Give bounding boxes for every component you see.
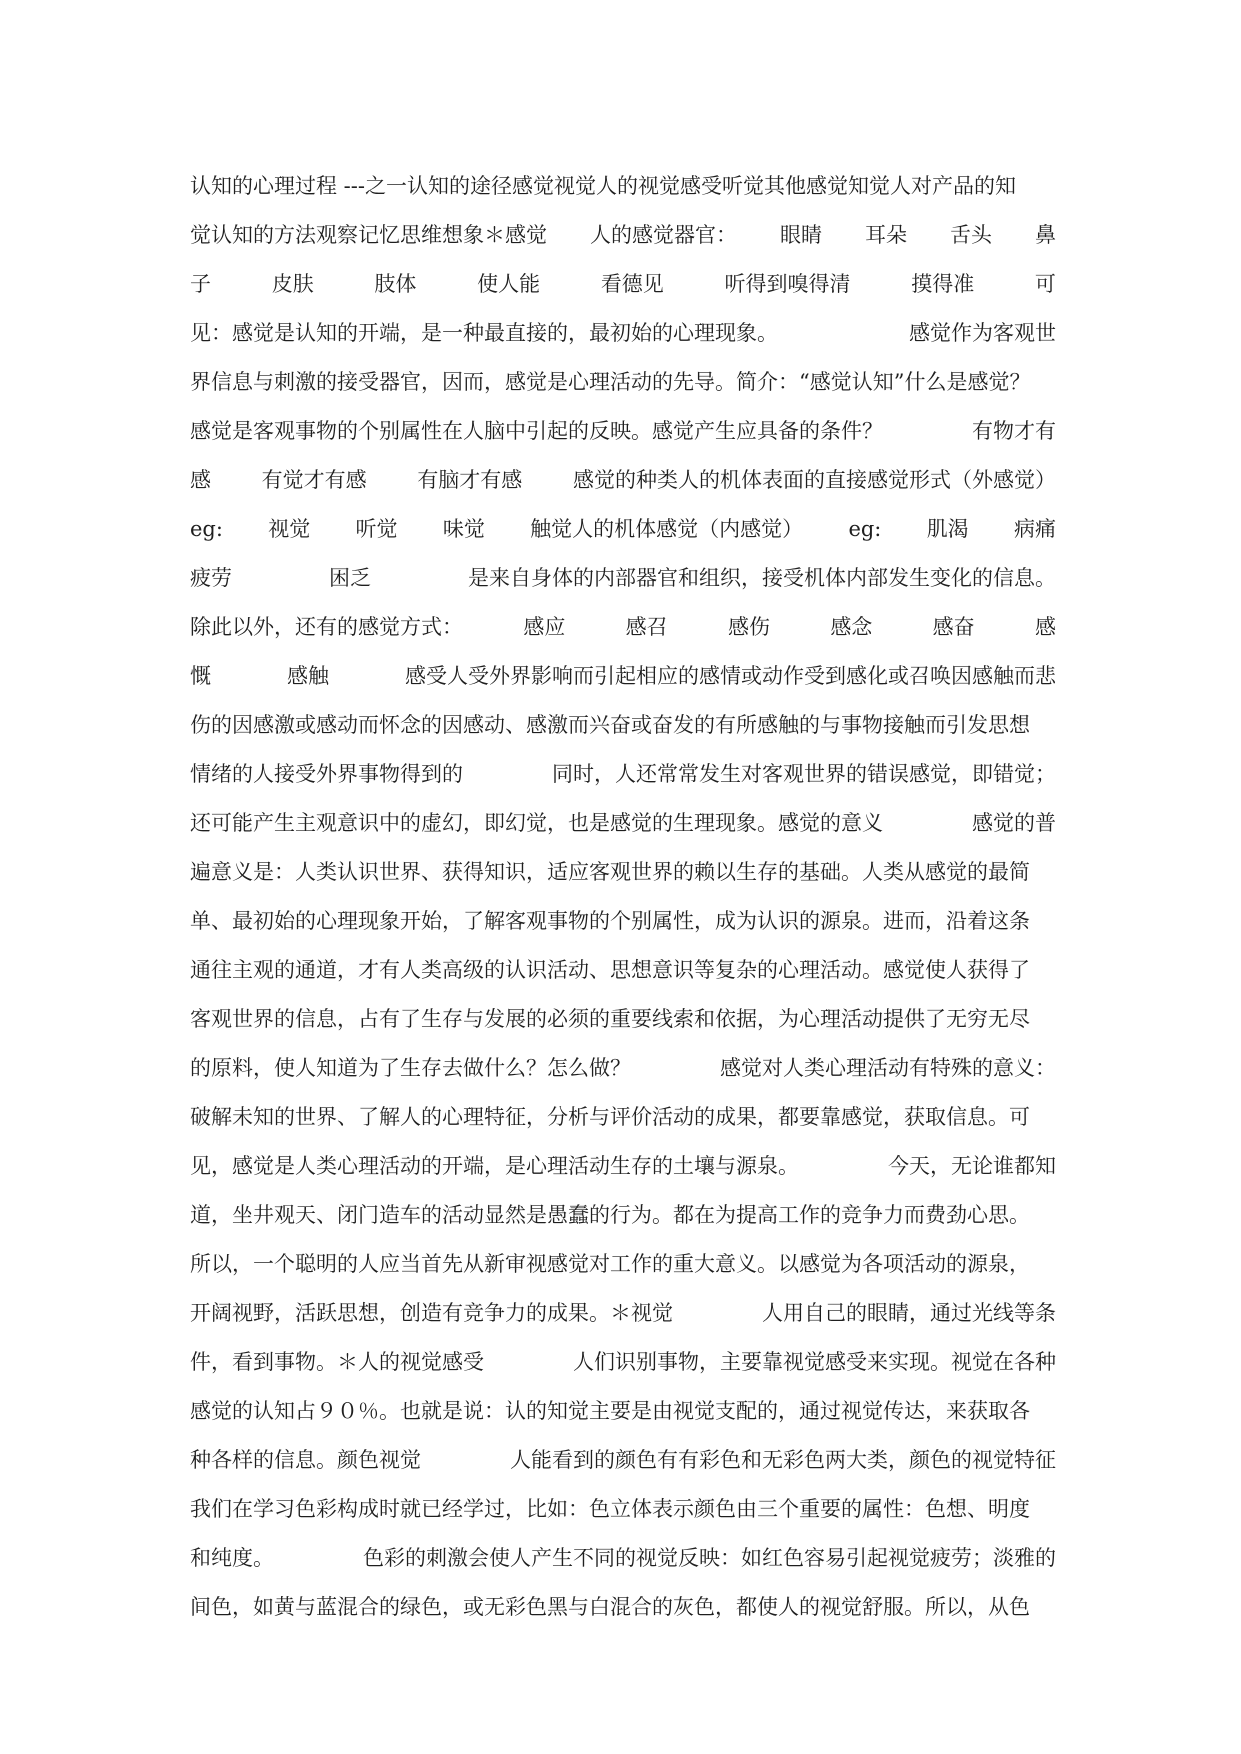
- text-segment: 耳朵: [865, 223, 907, 247]
- text-segment: 使人能: [477, 272, 541, 296]
- text-segment: eg:: [848, 517, 882, 541]
- text-line: [190, 603, 1056, 652]
- text-segment: 见：感觉是认知的开端，是一种最直接的，最初始的心理现象。: [190, 321, 778, 345]
- text-segment: eg:: [190, 517, 223, 541]
- text-segment: 感念: [830, 615, 873, 639]
- text-line: [190, 162, 1056, 211]
- text-segment: 的原料，使人知道为了生存去做什么？怎么做？: [190, 1056, 631, 1080]
- text-segment: 有物才有: [972, 419, 1056, 443]
- text-line: [190, 407, 1056, 456]
- text-segment: 感: [190, 468, 211, 492]
- text-line: [190, 1240, 1056, 1289]
- text-segment: 看德见: [600, 272, 664, 296]
- text-line: [190, 358, 1056, 407]
- text-segment: 道，坐井观天、闭门造车的活动显然是愚蠢的行为。都在为提高工作的竞争力而费劲心思。: [190, 1203, 1030, 1227]
- text-segment: 情绪的人接受外界事物得到的: [190, 762, 463, 786]
- text-segment: 是来自身体的内部器官和组织，接受机体内部发生变化的信息。: [468, 566, 1056, 590]
- text-segment: 病痛: [1013, 517, 1056, 541]
- text-segment: 眼睛: [780, 223, 822, 247]
- text-segment: 感觉的种类人的机体表面的直接感觉形式（外感觉）: [572, 468, 1056, 492]
- text-segment: 通往主观的通道，才有人类高级的认识活动、思想意识等复杂的心理活动。感觉使人获得了: [190, 958, 1030, 982]
- text-segment: 摸得准: [911, 272, 975, 296]
- text-segment: 感觉作为客观世: [909, 321, 1056, 345]
- text-segment: 感召: [625, 615, 668, 639]
- text-segment: 感觉对人类心理活动有特殊的意义：: [720, 1056, 1056, 1080]
- text-segment: 听觉: [355, 517, 398, 541]
- text-line: [190, 799, 1056, 848]
- text-segment: 件，看到事物。＊人的视觉感受: [190, 1350, 484, 1374]
- text-segment: 开阔视野，活跃思想，创造有竞争力的成果。＊视觉: [190, 1301, 673, 1325]
- text-segment: 皮肤: [271, 272, 314, 296]
- text-segment: 味觉: [442, 517, 485, 541]
- text-segment: 子: [190, 272, 211, 296]
- text-segment: 和纯度。: [190, 1546, 274, 1570]
- text-segment: 感觉的认知占９０％。也就是说：认的知觉主要是由视觉支配的，通过视觉传达，来获取各: [190, 1399, 1030, 1423]
- text-segment: 人能看到的颜色有有彩色和无彩色两大类，颜色的视觉特征: [510, 1448, 1056, 1472]
- text-segment: 界信息与刺激的接受器官，因而，感觉是心理活动的先导。简介：“感觉认知”什么是感觉？: [190, 370, 1031, 394]
- text-segment: 今天，无论谁都知: [888, 1154, 1056, 1178]
- text-segment: 困乏: [329, 566, 371, 590]
- text-segment: 感: [1034, 615, 1056, 639]
- text-segment: 有脑才有感: [417, 468, 523, 492]
- text-line: [190, 505, 1056, 554]
- text-line: [190, 211, 1056, 260]
- text-segment: 客观世界的信息，占有了生存与发展的必须的重要线索和依据，为心理活动提供了无穷无尽: [190, 1007, 1030, 1031]
- text-line: [190, 946, 1056, 995]
- text-segment: 觉认知的方法观察记忆思维想象＊感觉: [190, 223, 547, 247]
- text-line: [190, 1534, 1056, 1583]
- text-segment: 伤的因感激或感动而怀念的因感动、感激而兴奋或奋发的有所感触的与事物接触而引发思想: [190, 713, 1030, 737]
- text-line: [190, 1338, 1056, 1387]
- text-segment: 肌渴: [926, 517, 969, 541]
- text-segment: 人的感觉器官：: [590, 223, 737, 247]
- text-segment: 人用自己的眼睛，通过光线等条: [762, 1301, 1056, 1325]
- text-line: [190, 260, 1056, 309]
- text-segment: 疲劳: [190, 566, 232, 590]
- text-segment: 鼻: [1035, 223, 1056, 247]
- text-line: [190, 456, 1056, 505]
- text-line: [190, 1289, 1056, 1338]
- text-line: [190, 848, 1056, 897]
- text-segment: 感觉是客观事物的个别属性在人脑中引起的反映。感觉产生应具备的条件？: [190, 419, 883, 443]
- text-segment: 可: [1034, 272, 1056, 296]
- text-segment: 有觉才有感: [261, 468, 367, 492]
- text-line: [190, 1485, 1056, 1534]
- text-line: [190, 897, 1056, 946]
- text-line: [190, 1093, 1056, 1142]
- text-segment: 视觉: [268, 517, 311, 541]
- text-line: [190, 1436, 1056, 1485]
- text-segment: 触觉人的机体感觉（内感觉）: [530, 517, 804, 541]
- document-body: [190, 162, 1056, 1632]
- text-segment: 肢体: [374, 272, 417, 296]
- text-line: [190, 1044, 1056, 1093]
- text-segment: 感触: [287, 664, 329, 688]
- text-segment: 感伤: [727, 615, 770, 639]
- text-line: [190, 652, 1056, 701]
- text-line: [190, 701, 1056, 750]
- text-segment: 感觉的普: [972, 811, 1056, 835]
- text-segment: 破解未知的世界、了解人的心理特征，分析与评价活动的成果，都要靠感觉，获取信息。可: [190, 1105, 1030, 1129]
- text-line: [190, 1387, 1056, 1436]
- text-segment: 认知的心理过程 ---之一认知的途径感觉视觉人的视觉感受听觉其他感觉知觉人对产品的知: [190, 174, 1016, 198]
- text-segment: 同时，人还常常发生对客观世界的错误感觉，即错觉；: [552, 762, 1056, 786]
- text-segment: 听得到嗅得清: [724, 272, 851, 296]
- text-line: [190, 995, 1056, 1044]
- text-line: [190, 1142, 1056, 1191]
- text-line: [190, 554, 1056, 603]
- text-segment: 人们识别事物，主要靠视觉感受来实现。视觉在各种: [573, 1350, 1056, 1374]
- text-segment: 我们在学习色彩构成时就已经学过，比如：色立体表示颜色由三个重要的属性：色想、明度: [190, 1497, 1030, 1521]
- text-segment: 所以，一个聪明的人应当首先从新审视感觉对工作的重大意义。以感觉为各项活动的源泉，: [190, 1252, 1030, 1276]
- text-line: [190, 309, 1056, 358]
- text-segment: 色彩的刺激会使人产生不同的视觉反映：如红色容易引起视觉疲劳；淡雅的: [363, 1546, 1056, 1570]
- text-segment: 遍意义是：人类认识世界、获得知识，适应客观世界的赖以生存的基础。人类从感觉的最简: [190, 860, 1030, 884]
- text-segment: 舌头: [950, 223, 992, 247]
- text-line: [190, 750, 1056, 799]
- text-line: [190, 1583, 1056, 1632]
- text-segment: 感奋: [932, 615, 975, 639]
- text-segment: 种各样的信息。颜色视觉: [190, 1448, 421, 1472]
- text-segment: 还可能产生主观意识中的虚幻，即幻觉，也是感觉的生理现象。感觉的意义: [190, 811, 883, 835]
- text-segment: 见，感觉是人类心理活动的开端，是心理活动生存的土壤与源泉。: [190, 1154, 799, 1178]
- text-line: [190, 1191, 1056, 1240]
- text-segment: 单、最初始的心理现象开始，了解客观事物的个别属性，成为认识的源泉。进而，沿着这条: [190, 909, 1030, 933]
- text-segment: 除此以外，还有的感觉方式：: [190, 615, 463, 639]
- text-segment: 慨: [190, 664, 211, 688]
- text-segment: 感受人受外界影响而引起相应的感情或动作受到感化或召唤因感触而悲: [405, 664, 1056, 688]
- text-segment: 间色，如黄与蓝混合的绿色，或无彩色黑与白混合的灰色，都使人的视觉舒服。所以，从色: [190, 1595, 1030, 1619]
- text-segment: 感应: [523, 615, 566, 639]
